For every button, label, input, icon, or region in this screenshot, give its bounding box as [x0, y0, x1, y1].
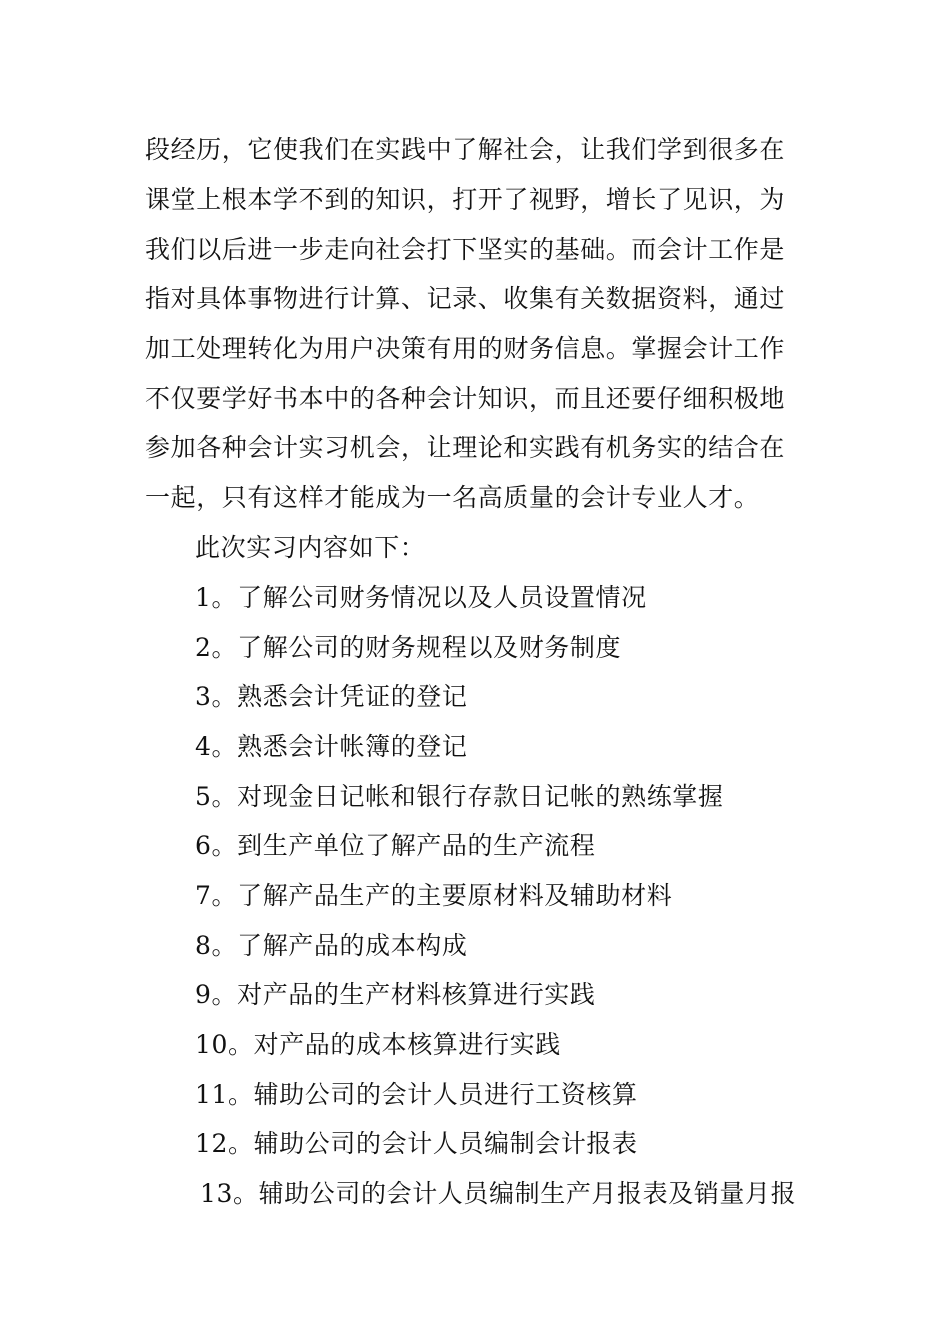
list-item: 8。了解产品的成本构成 [195, 931, 468, 960]
intro-line: 此次实习内容如下： [195, 533, 426, 562]
list-item: 1。了解公司财务情况以及人员设置情况 [195, 583, 647, 612]
paragraph-line: 加工处理转化为用户决策有用的财务信息。掌握会计工作 [145, 334, 786, 363]
paragraph-line: 参加各种会计实习机会，让理论和实践有机务实的结合在 [145, 433, 786, 462]
paragraph-line: 一起，只有这样才能成为一名高质量的会计专业人才。 [145, 483, 760, 512]
list-item: 6。到生产单位了解产品的生产流程 [195, 831, 596, 860]
paragraph-line: 不仅要学好书本中的各种会计知识，而且还要仔细积极地 [145, 384, 786, 413]
list-item: 7。了解产品生产的主要原材料及辅助材料 [195, 881, 673, 910]
list-item: 5。对现金日记帐和银行存款日记帐的熟练掌握 [195, 782, 724, 811]
list-item: 12。辅助公司的会计人员编制会计报表 [195, 1129, 638, 1158]
paragraph-line: 我们以后进一步走向社会打下坚实的基础。而会计工作是 [145, 235, 786, 264]
list-item: 2。了解公司的财务规程以及财务制度 [195, 633, 622, 662]
list-item: 3。熟悉会计凭证的登记 [195, 682, 468, 711]
list-item: 11。辅助公司的会计人员进行工资核算 [195, 1080, 638, 1109]
paragraph-line: 指对具体事物进行计算、记录、收集有关数据资料，通过 [145, 284, 786, 313]
list-item: 4。熟悉会计帐簿的登记 [195, 732, 468, 761]
paragraph-line: 段经历，它使我们在实践中了解社会，让我们学到很多在 [145, 135, 786, 164]
list-item: 13。辅助公司的会计人员编制生产月报表及销量月报 [200, 1179, 797, 1208]
list-item: 9。对产品的生产材料核算进行实践 [195, 980, 596, 1009]
paragraph-line: 课堂上根本学不到的知识，打开了视野，增长了见识，为 [145, 185, 786, 214]
list-item: 10。对产品的成本核算进行实践 [195, 1030, 561, 1059]
